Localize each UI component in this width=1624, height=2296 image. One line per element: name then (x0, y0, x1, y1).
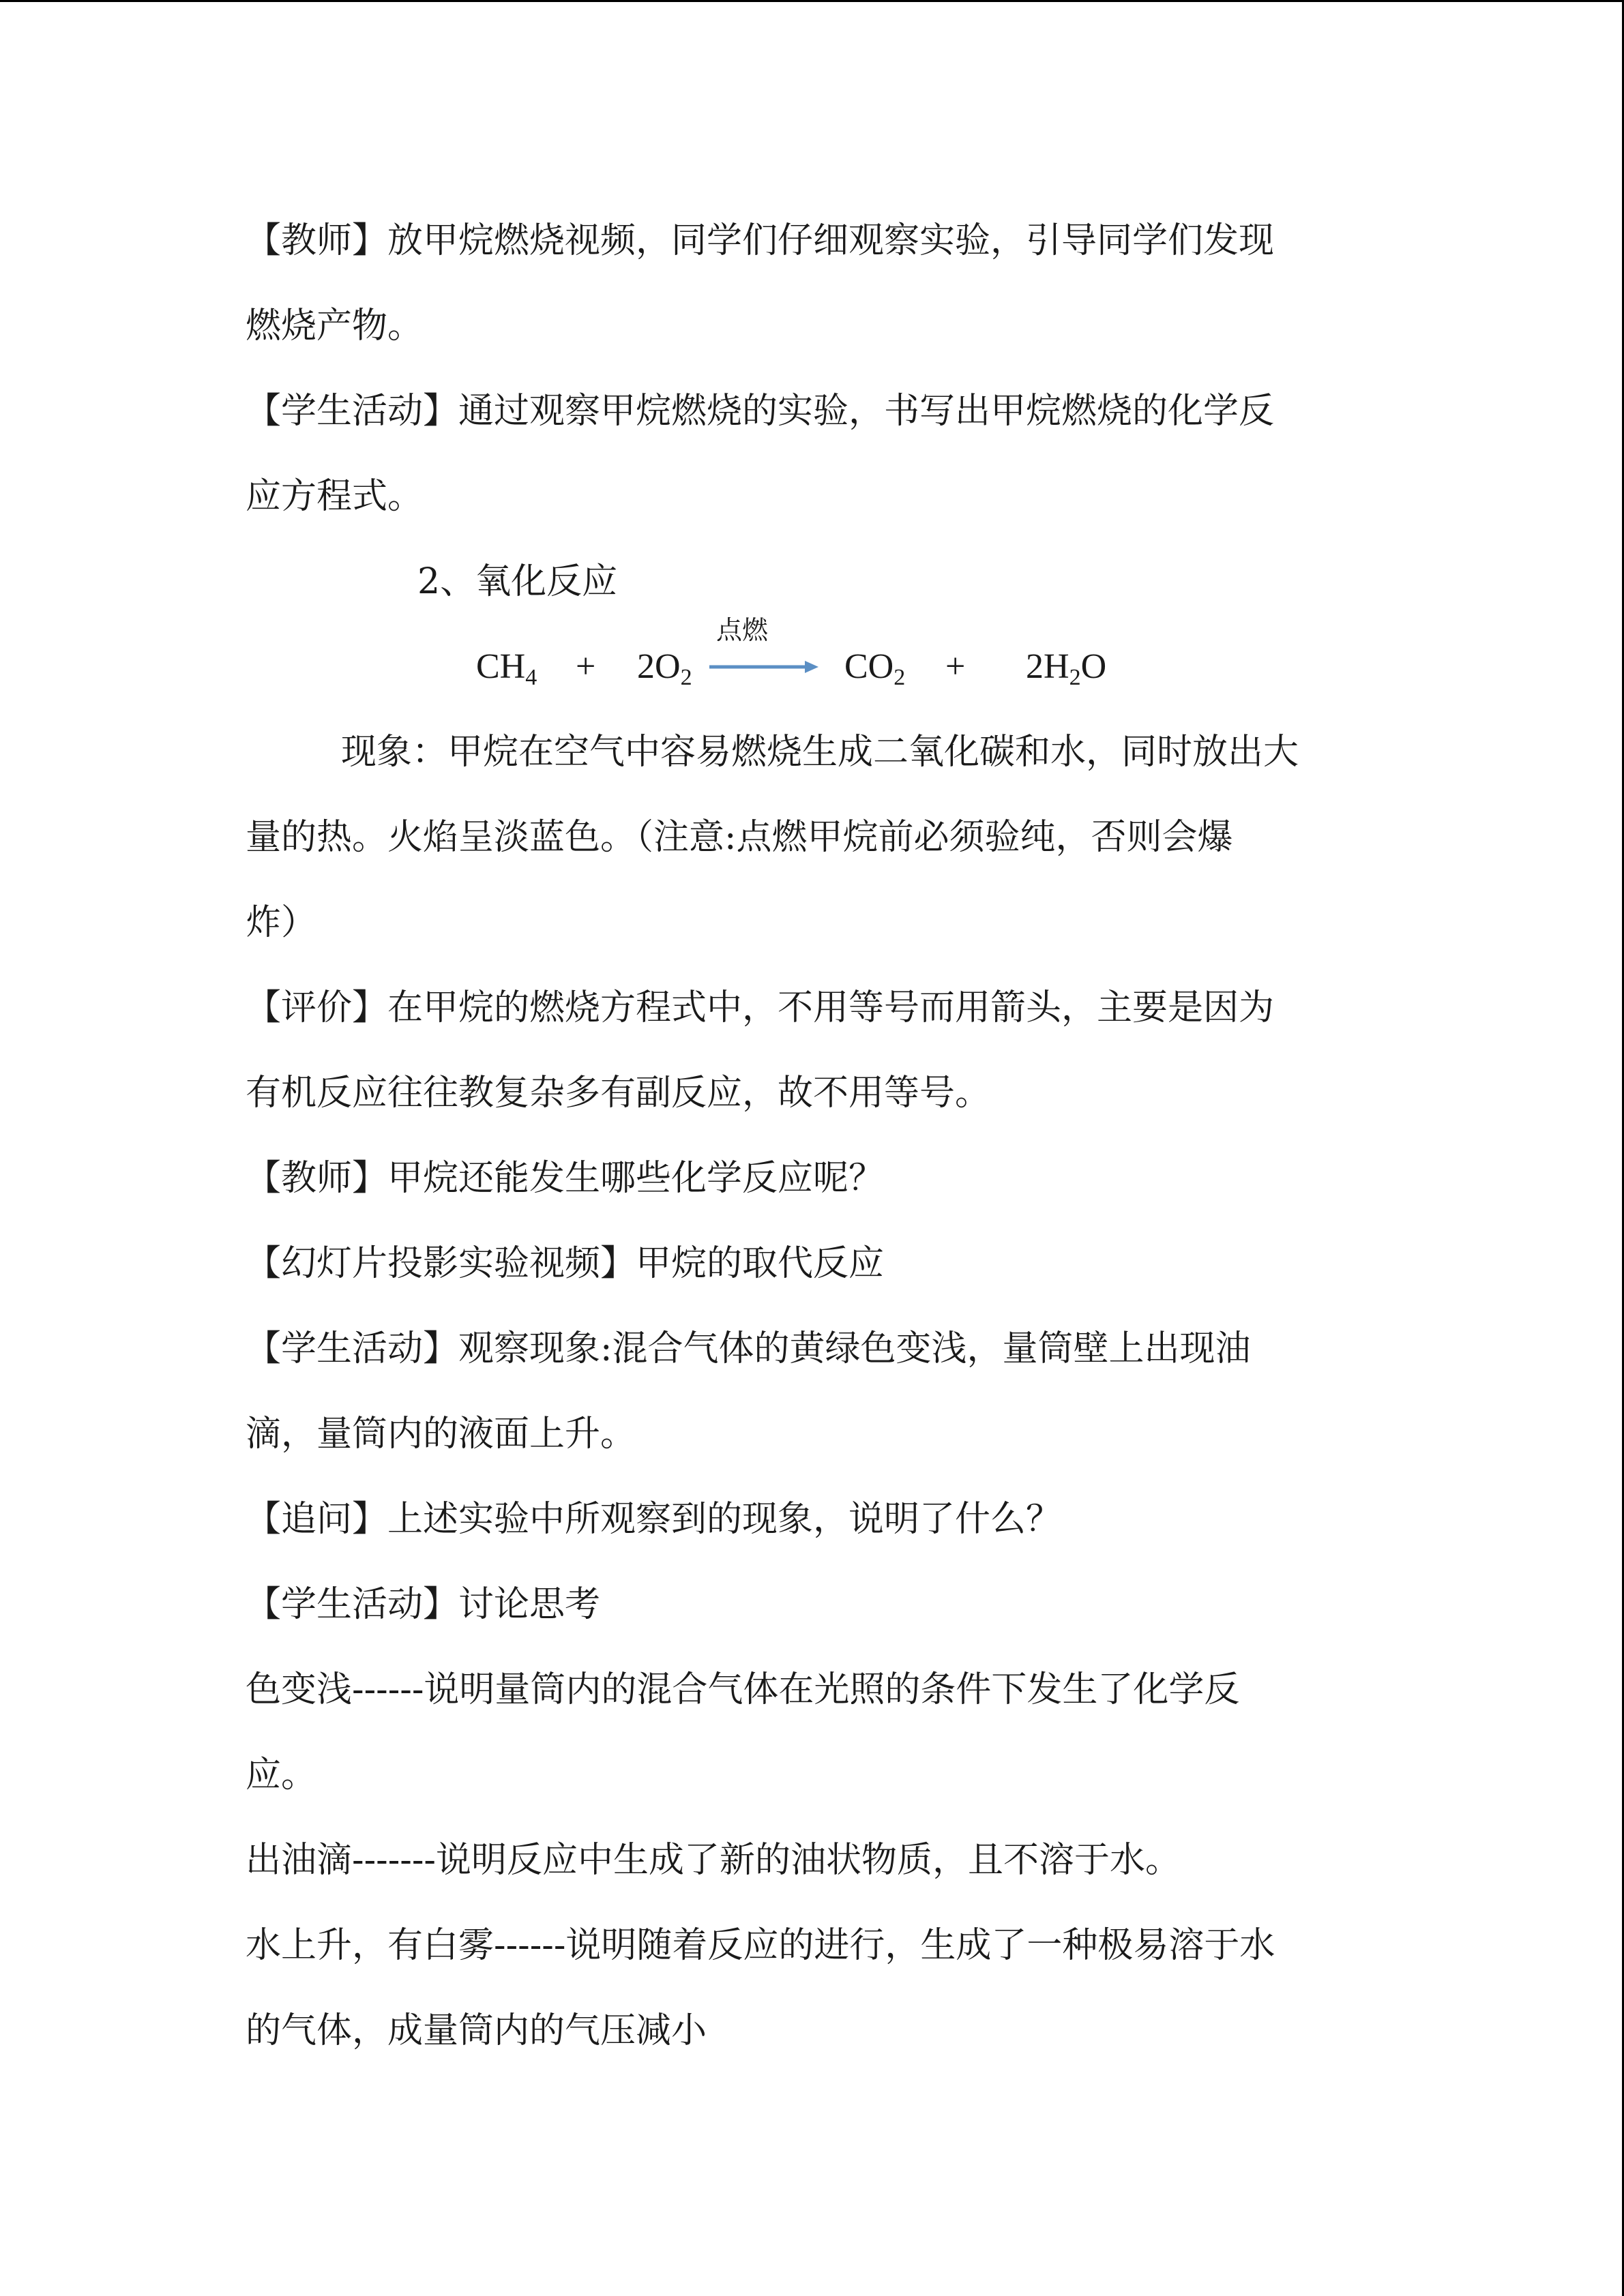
reaction-arrow-icon (709, 657, 818, 677)
paragraph-color-fades: 色变浅------说明量筒内的混合气体在光照的条件下发生了化学反 (246, 1669, 1240, 1710)
paragraph-phenomenon-cont: 量的热。火焰呈淡蓝色。（注意:点燃甲烷前必须验纯，否则会爆 (246, 817, 1233, 858)
formula-ch4: $CH_4$ (476, 647, 537, 690)
plus-sign: + (576, 647, 596, 686)
paragraph-oil-drops: 出油滴-------说明反应中生成了新的油状物质，且不溶于水。 (246, 1840, 1181, 1881)
paragraph-student-activity-1: 【学生活动】通过观察甲烷燃烧的实验，书写出甲烷燃烧的化学反 (246, 391, 1275, 432)
paragraph-evaluation: 【评价】在甲烷的燃烧方程式中，不用等号而用箭头，主要是因为 (246, 987, 1275, 1028)
formula-2o2: $2O_2$ (637, 647, 692, 690)
paragraph-phenomenon-end: 炸） (246, 902, 317, 943)
formula-co2: $CO_2$ (844, 647, 906, 690)
paragraph-student-observe: 【学生活动】观察现象:混合气体的黄绿色变浅，量筒壁上出现油 (246, 1328, 1251, 1369)
paragraph-evaluation-cont: 有机反应往往教复杂多有副反应，故不用等号。 (246, 1073, 991, 1114)
formula-2h2o: $2H_2O$ (1026, 647, 1107, 690)
paragraph-teacher-question: 【教师】甲烷还能发生哪些化学反应呢？ (246, 1158, 885, 1199)
paragraph-follow-up: 【追问】上述实验中所观察到的现象，说明了什么？ (246, 1499, 1062, 1540)
section-heading-oxidation: 2、氧化反应 (417, 561, 618, 602)
paragraph-color-fades-cont: 应。 (246, 1755, 317, 1795)
paragraph-phenomenon: 现象：甲烷在空气中容易燃烧生成二氧化碳和水，同时放出大 (341, 732, 1299, 773)
paragraph-student-observe-cont: 滴，量筒内的液面上升。 (246, 1414, 636, 1455)
reaction-condition-label: 点燃 (716, 615, 769, 645)
paragraph-student-activity-1-cont: 应方程式。 (246, 476, 424, 517)
paragraph-teacher-video: 【教师】放甲烷燃烧视频，同学们仔细观察实验，引导同学们发现 (246, 220, 1275, 261)
paragraph-water-rises-cont: 的气体，成量筒内的气压减小 (246, 2010, 707, 2051)
paragraph-slide-video: 【幻灯片投影实验视频】甲烷的取代反应 (246, 1243, 885, 1284)
plus-sign: + (945, 647, 966, 686)
paragraph-teacher-video-cont: 燃烧产物。 (246, 305, 424, 346)
paragraph-water-rises: 水上升，有白雾------说明随着反应的进行，生成了一种极易溶于水 (246, 1925, 1275, 1966)
paragraph-student-discuss: 【学生活动】讨论思考 (246, 1584, 601, 1625)
